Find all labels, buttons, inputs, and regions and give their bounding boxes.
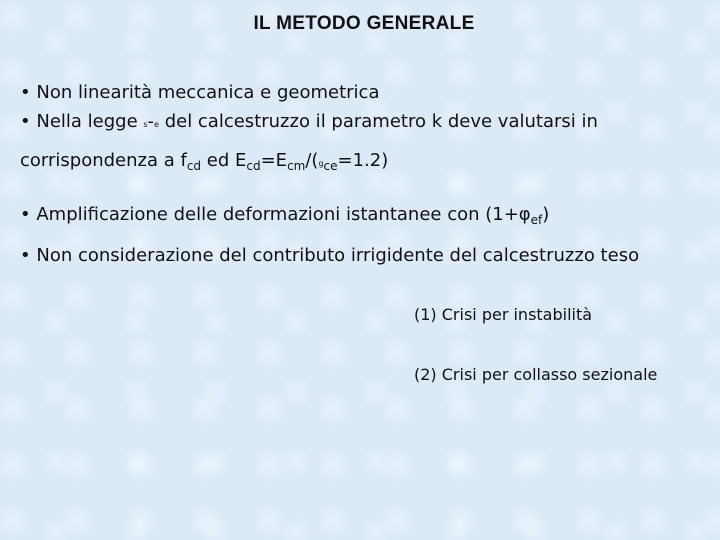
note-crisi-collasso: (2) Crisi per collasso sezionale (414, 365, 658, 384)
bullet: • (20, 111, 31, 132)
line-2-text-b: del calcestruzzo il parametro k deve valutarsi in (158, 111, 598, 132)
dash: - (147, 111, 155, 132)
sub-ce: ce (323, 159, 338, 173)
line-3-text-b: ed E (201, 150, 247, 171)
line-3-text-d: /( (305, 150, 319, 171)
slide-title: IL METODO GENERALE (253, 13, 475, 34)
line-3-text-c: =E (260, 150, 288, 171)
note-crisi-instabilita: (1) Crisi per instabilità (414, 305, 593, 324)
continuation-line (20, 150, 388, 171)
sub-ef: ef (530, 213, 543, 227)
line-5-text: Non considerazione del contributo irrigidente del calcestruzzo teso (36, 245, 640, 266)
bullet: • (20, 204, 31, 225)
line-2-text-a: Nella legge (36, 111, 144, 132)
sub-cm: cm (287, 159, 306, 173)
epsilon-symbol: e (154, 120, 159, 129)
line-4-text-a: Amplificazione delle deformazioni istantanee con (1+ (36, 204, 519, 225)
sub-cd-2: cd (246, 159, 261, 173)
line-3-text-e: =1.2) (337, 150, 389, 171)
sub-cd-1: cd (186, 159, 202, 173)
bullet: • (20, 82, 31, 103)
bullet-line-4 (20, 245, 639, 266)
gamma-symbol: g (318, 159, 324, 168)
phi-symbol: φ (518, 204, 531, 225)
line-4-text-b: ) (542, 204, 550, 225)
bullet-line-2 (20, 111, 598, 132)
sigma-symbol: s (143, 120, 148, 129)
line-1-text: Non linearità meccanica e geometrica (36, 82, 380, 103)
bullet-line-1 (20, 82, 379, 103)
line-3-text-a: corrispondenza a f (20, 150, 187, 171)
bullet-line-3 (20, 204, 549, 225)
bullet: • (20, 245, 31, 266)
